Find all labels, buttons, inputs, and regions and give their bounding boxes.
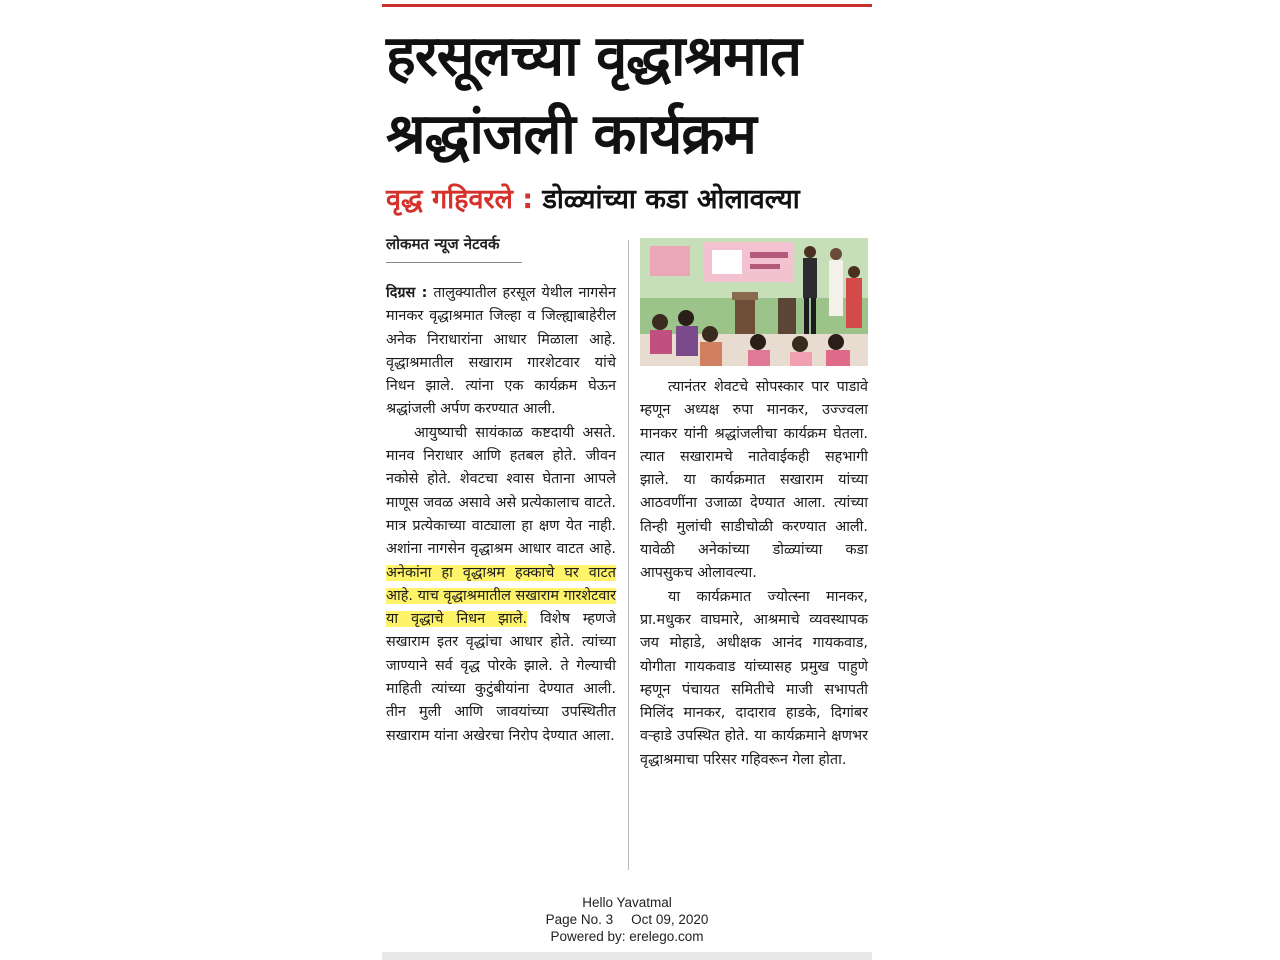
column-divider xyxy=(628,240,629,870)
paragraph-2-text-b: विशेष म्हणजे सखाराम इतर वृद्धांचा आधार होते. त्यांच्या जाण्याने सर्व वृद्ध पोरके झाले. ते गेल्याची माहिती त्यांच्या कुटुंबीयांना देण्यात आली. तीन मुली आणि जावयांच्या उपस्थितीत सखाराम यांना अखेरचा निरोप देण्यात आला. xyxy=(386,611,616,744)
footer-page-date xyxy=(382,911,872,928)
headline-line-1: हरसूलच्या वृद्धाश्रमात xyxy=(386,24,802,89)
highlighted-text: अनेकांना हा वृद्धाश्रम हक्काचे घर वाटत आहे. याच वृद्धाश्रमातील सखाराम गारशेटवार या वृद्धाचे निधन झाले. xyxy=(386,564,616,628)
subhead-black: डोळ्यांच्या कडा ओलावल्या xyxy=(542,184,800,215)
left-column xyxy=(386,282,616,748)
top-rule xyxy=(382,4,872,7)
headline-line-2: श्रद्धांजली कार्यक्रम xyxy=(386,102,756,167)
byline: लोकमत न्यूज नेटवर्क xyxy=(386,234,522,263)
bottom-bar xyxy=(382,952,872,960)
subhead-red: वृद्ध गहिवरले : xyxy=(386,184,534,215)
photo-illustration xyxy=(640,238,868,366)
footer-page: Page No. 3 xyxy=(545,912,614,927)
subheadline xyxy=(386,180,872,220)
event-photo xyxy=(640,238,868,366)
paragraph-4: या कार्यक्रमात ज्योत्स्ना मानकर, प्रा.मधुकर वाघमारे, आश्रमाचे व्यवस्थापक जय मोहाडे, अधीक्षक आनंद गायकवाड, योगीता गायकवाड यांच्यासह प्रमुख पाहुणे म्हणून पंचायत समितीचे माजी सभापती मिलिंद मानकर, दादाराव हाडके, दिगांबर वऱ्हाडे उपस्थित होते. या कार्यक्रमाने क्षणभर वृद्धाश्रमाचा परिसर गहिवरून गेला होता. xyxy=(640,588,868,768)
footer xyxy=(382,894,872,945)
footer-edition: Hello Yavatmal xyxy=(582,895,672,910)
dateline: दिग्रस : xyxy=(386,285,428,301)
footer-date: Oct 09, 2020 xyxy=(631,912,709,927)
headline xyxy=(386,18,872,174)
paragraph-2-text-a: आयुष्याची सायंकाळ कष्टदायी असते. मानव निराधार आणि हतबल होते. जीवन नकोसे होते. शेवटचा श्वास घेताना आपले माणूस जवळ असावे असे प्रत्येकालाच वाटते. मात्र प्रत्येकाच्या वाट्याला हा क्षण येत नाही. अशांना नागसेन वृद्धाश्रम आधार वाटत आहे. xyxy=(386,424,616,558)
paragraph-2 xyxy=(386,422,616,748)
right-column xyxy=(640,376,868,772)
paragraph-3: त्यानंतर शेवटचे सोपस्कार पार पाडावे म्हणून अध्यक्ष रुपा मानकर, उज्ज्वला मानकर यांनी श्रद्धांजलीचा कार्यक्रम घेतला. त्यात सखारामचे नातेवाईकही सहभागी झाले. या कार्यक्रमात सखाराम यांच्या आठवणींना उजाळा देण्यात आला. त्यांच्या तिन्ही मुलांची साडीचोळी करण्यात आली. यावेळी अनेकांच्या डोळ्यांच्या कडा आपसुकच ओलावल्या. xyxy=(640,379,868,582)
paragraph-1-text: तालुक्यातील हरसूल येथील नागसेन मानकर वृद्धाश्रमात जिल्हा व जिल्ह्याबाहेरील अनेक निराधारांना आधार मिळाला आहे. वृद्धाश्रमातील सखाराम गारशेटवार यांचे निधन झाले. त्यांना एक कार्यक्रम घेऊन श्रद्धांजली अर्पण करण्यात आली. xyxy=(386,285,616,418)
newspaper-clipping xyxy=(382,0,872,960)
footer-powered: Powered by: erelego.com xyxy=(550,929,704,944)
paragraph-1 xyxy=(386,282,616,422)
